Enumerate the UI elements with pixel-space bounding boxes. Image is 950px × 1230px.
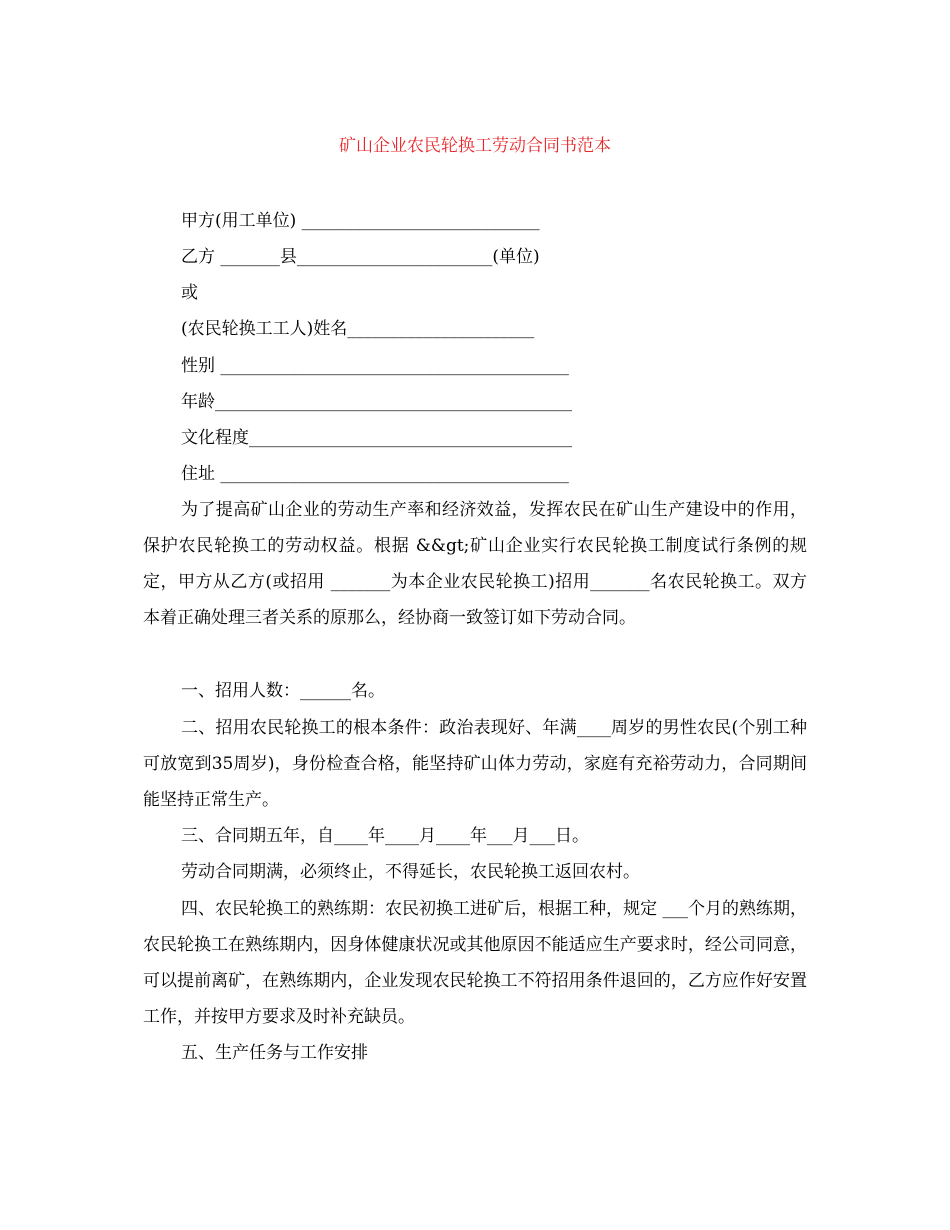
field-party-b: 乙方 _______县_______________________(单位): [181, 247, 540, 267]
field-gender: 性别 _________________________________________: [181, 356, 569, 376]
field-age: 年龄__________________________________________: [181, 392, 572, 412]
paragraph-preamble: 为了提高矿山企业的劳动生产率和经济效益，发挥农民在矿山生产建设中的作用，保护农民轮换工的劳动权益。根据 &&gt;矿山企业实行农民轮换工制度试行条例的规定，甲方从乙方(或招用 _______为本企业农民轮换工)招用_______名农民轮换工。双方本着正确处理三者关系的原那么，经协商一致签订如下劳动合同。: [143, 500, 807, 628]
paragraph-clause-3: 三、合同期五年，自____年____月____年___月___日。: [181, 826, 589, 846]
paragraph-clause-1: 一、招用人数：______名。: [181, 681, 385, 701]
document-title: 矿山企业农民轮换工劳动合同书范本: [339, 136, 611, 156]
field-worker-name: (农民轮换工工人)姓名______________________: [181, 319, 535, 339]
field-or: 或: [181, 283, 198, 303]
paragraph-clause-5-heading: 五、生产任务与工作安排: [181, 1043, 368, 1063]
field-education: 文化程度______________________________________: [181, 428, 572, 448]
paragraph-clause-3-note: 劳动合同期满，必须终止，不得延长，农民轮换工返回农村。: [181, 862, 640, 882]
field-party-a: 甲方(用工单位) ____________________________: [181, 211, 540, 231]
paragraph-clause-2: 二、招用农民轮换工的根本条件：政治表现好、年满____周岁的男性农民(个别工种可放宽到35周岁)，身份检查合格，能坚持矿山体力劳动，家庭有充裕劳动力，合同期间能坚持正常生产。: [143, 718, 807, 810]
field-address: 住址 _________________________________________: [181, 464, 569, 484]
paragraph-clause-4: 四、农民轮换工的熟练期：农民初换工进矿后，根据工种，规定 ___个月的熟练期，农民轮换工在熟练期内，因身体健康状况或其他原因不能适应生产要求时，经公司同意，可以提前离矿，在熟练期内，企业发现农民轮换工不符招用条件退回的，乙方应作好安置工作，并按甲方要求及时补充缺员。: [143, 899, 807, 1027]
